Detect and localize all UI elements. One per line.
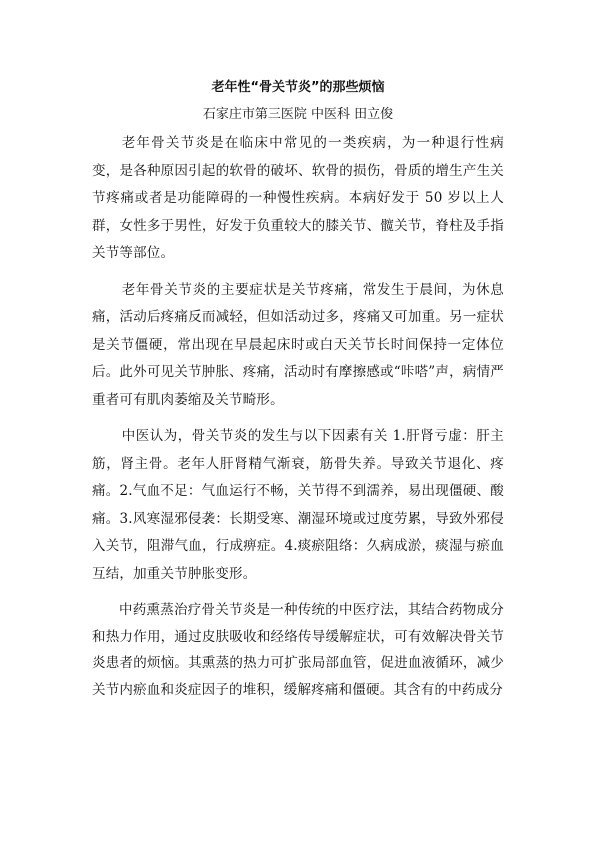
document-title: 老年性“骨关节炎”的那些烦恼	[211, 80, 385, 95]
paragraph-3: 中医认为，骨关节炎的发生与以下因素有关 1.肝肾亏虚：肝主筋，肾主骨。老年人肝肾精气渐衰，筋骨失养。导致关节退化、疼痛。2.气血不足：气血运行不畅，关节得不到濡养，易出现僵硬、酸痛。3.风寒湿邪侵袭：长期受寒、潮湿环境或过度劳累，导致外邪侵入关节，阻滞气血，行成痹症。4.痰瘀阻络：久病成淤，痰湿与瘀血互结，加重关节肿胀变形。	[92, 428, 504, 582]
paragraph-4: 中药熏蒸治疗骨关节炎是一种传统的中医疗法，其结合药物成分和热力作用，通过皮肤吸收和经络传导缓解症状，可有效解决骨关节炎患者的烦恼。其熏蒸的热力可扩张局部血管，促进血液循环，减少关节内瘀血和炎症因子的堆积，缓解疼痛和僵硬。其含有的中药成分	[92, 602, 504, 698]
author-byline: 石家庄市第三医院 中医科 田立俊	[202, 107, 394, 122]
paragraph-1: 老年骨关节炎是在临床中常见的一类疾病，为一种退行性病变，是各种原因引起的软骨的破坏、软骨的损伤，骨质的增生产生关节疼痛或者是功能障碍的一种慢性疾病。本病好发于 50 岁以上人群，女性多于男性，好发于负重较大的膝关节、髋关节，脊柱及手指关节等部位。	[92, 135, 504, 261]
document-page	[92, 72, 504, 712]
paragraph-2: 老年骨关节炎的主要症状是关节疼痛，常发生于晨间，为休息痛，活动后疼痛反而减轻，但如活动过多，疼痛又可加重。另一症状是关节僵硬，常出现在早晨起床时或白天关节长时间保持一定体位后。此外可见关节肿胀、疼痛，活动时有摩擦感或“咔嗒”声，病情严重者可有肌肉萎缩及关节畸形。	[92, 281, 504, 408]
